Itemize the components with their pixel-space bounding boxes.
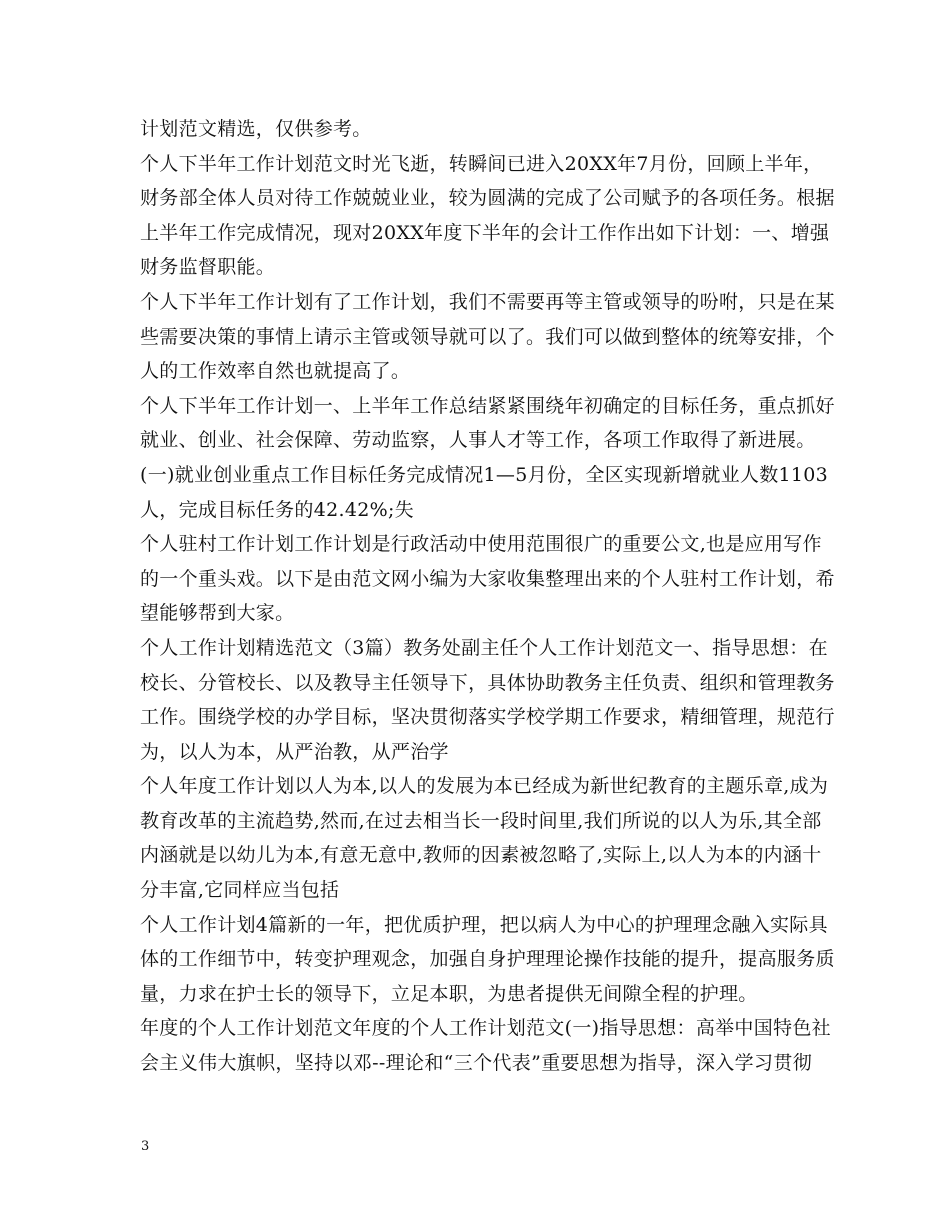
text-line: 个人驻村工作计划工作计划是行政活动中使用范围很广的重要公文,也是应用写作 bbox=[140, 533, 822, 556]
text-line: 就业、创业、社会保障、劳动监察，人事人才等工作，各项工作取得了新进展。 bbox=[140, 429, 816, 452]
text-line: (一)就业创业重点工作目标任务完成情况1—5月份，全区实现新增就业人数1103 bbox=[140, 463, 829, 486]
text-line: 人的工作效率自然也就提高了。 bbox=[140, 360, 411, 383]
text-line: 个人工作计划精选范文（3篇）教务处副主任个人工作计划范文一、指导思想：在 bbox=[140, 636, 828, 659]
page-number: 3 bbox=[141, 1139, 150, 1154]
text-line: 些需要决策的事情上请示主管或领导就可以了。我们可以做到整体的统筹安排，个 bbox=[140, 325, 835, 348]
text-line: 上半年工作完成情况，现对20XX年度下半年的会计工作作出如下计划：一、增强 bbox=[140, 221, 830, 244]
text-line: 财务监督职能。 bbox=[140, 256, 276, 279]
text-line: 工作。围绕学校的办学目标，坚决贯彻落实学校学期工作要求，精细管理，规范行 bbox=[140, 706, 835, 729]
text-line: 财务部全体人员对待工作兢兢业业，较为圆满的完成了公司赋予的各项任务。根据 bbox=[140, 187, 835, 210]
document-body bbox=[140, 112, 835, 1081]
text-line: 个人年度工作计划以人为本,以人的发展为本已经成为新世纪教育的主题乐章,成为 bbox=[140, 775, 829, 798]
text-line: 个人工作计划4篇新的一年，把优质护理，把以病人为中心的护理理念融入实际具 bbox=[140, 913, 828, 936]
text-line: 人，完成目标任务的42.42%;失 bbox=[140, 498, 414, 521]
text-line: 教育改革的主流趋势,然而,在过去相当长一段时间里,我们所说的以人为乐,其全部 bbox=[140, 809, 822, 832]
text-line: 个人下半年工作计划范文时光飞逝，转瞬间已进入20XX年7月份，回顾上半年， bbox=[140, 152, 823, 175]
text-line: 会主义伟大旗帜，坚持以邓--理论和“三个代表”重要思想为指导，深入学习贯彻 bbox=[140, 1052, 812, 1075]
text-line: 为，以人为本，从严治教，从严治学 bbox=[140, 740, 449, 763]
text-line: 计划范文精选，仅供参考。 bbox=[140, 118, 372, 140]
text-line: 望能够帮到大家。 bbox=[140, 602, 295, 625]
text-line: 量，力求在护士长的领导下，立足本职，为患者提供无间隙全程的护理。 bbox=[140, 982, 758, 1005]
text-line: 校长、分管校长、以及教导主任领导下，具体协助教务主任负责、组织和管理教务 bbox=[140, 671, 835, 694]
text-line: 体的工作细节中，转变护理观念，加强自身护理理论操作技能的提升，提高服务质 bbox=[140, 948, 835, 971]
text-line: 的一个重头戏。以下是由范文网小编为大家收集整理出来的个人驻村工作计划，希 bbox=[140, 567, 835, 590]
text-line: 内涵就是以幼儿为本,有意无意中,教师的因素被忽略了,实际上,以人为本的内涵十 bbox=[140, 844, 822, 867]
text-line: 分丰富,它同样应当包括 bbox=[140, 879, 340, 902]
text-line: 年度的个人工作计划范文年度的个人工作计划范文(一)指导思想：高举中国特色社 bbox=[140, 1017, 831, 1040]
text-line: 个人下半年工作计划有了工作计划，我们不需要再等主管或领导的吩咐，只是在某 bbox=[140, 290, 835, 313]
text-line: 个人下半年工作计划一、上半年工作总结紧紧围绕年初确定的目标任务，重点抓好 bbox=[140, 394, 835, 417]
